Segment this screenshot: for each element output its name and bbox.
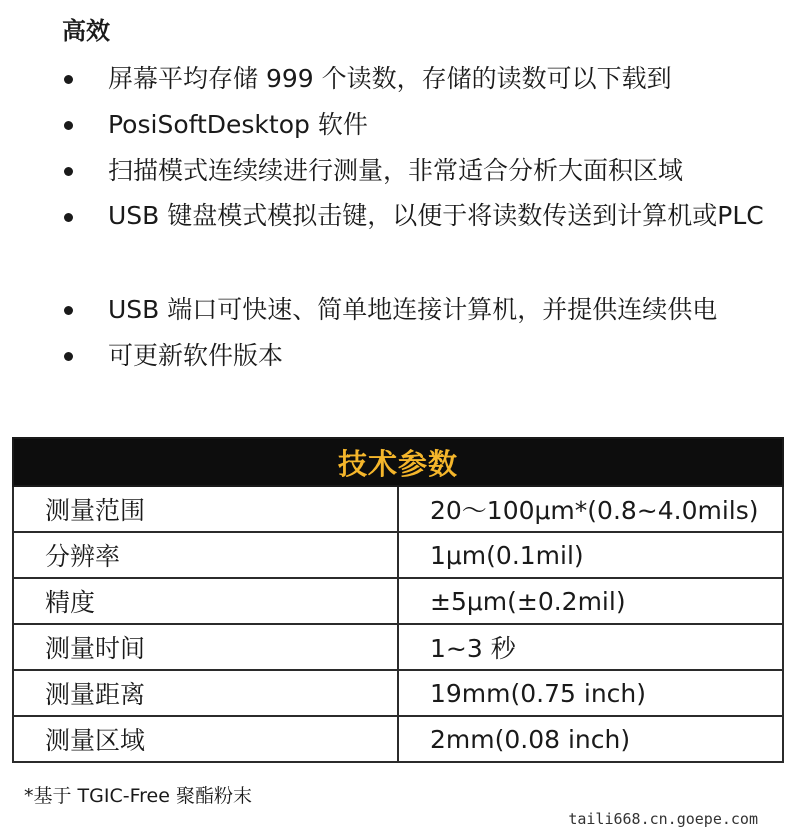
bullet-icon — [64, 121, 73, 130]
feature-text: PosiSoftDesktop 软件 — [108, 110, 368, 139]
feature-text: USB 端口可快速、简单地连接计算机，并提供连续供电 — [108, 295, 718, 324]
table-row — [13, 624, 783, 670]
feature-text: 扫描模式连续续进行测量，非常适合分析大面积区域 — [108, 156, 684, 185]
list-item — [0, 287, 790, 333]
feature-text: 可更新软件版本 — [108, 341, 284, 370]
table-row — [13, 532, 783, 578]
param-value: 20～100μm*(0.8~4.0mils) — [398, 486, 783, 532]
footnote: *基于 TGIC-Free 聚酯粉末 — [24, 785, 252, 807]
list-item — [0, 102, 790, 148]
feature-text: 屏幕平均存储 999 个读数，存储的读数可以下载到 — [108, 64, 672, 93]
list-item — [0, 148, 790, 194]
bullet-icon — [64, 352, 73, 361]
param-name: 分辨率 — [13, 532, 398, 578]
param-value: 1~3 秒 — [398, 624, 783, 670]
bullet-icon — [64, 306, 73, 315]
param-value: 1μm(0.1mil) — [398, 532, 783, 578]
bullet-icon — [64, 167, 73, 176]
table-row — [13, 486, 783, 532]
table-header-row — [13, 438, 783, 486]
spec-table — [12, 437, 784, 763]
feature-text: USB 键盘模式模拟击键，以便于将读数传送到计算机或PLC — [108, 201, 764, 230]
param-name: 精度 — [13, 578, 398, 624]
param-name: 测量时间 — [13, 624, 398, 670]
section-heading: 高效 — [62, 17, 110, 45]
site-credit: taili668.cn.goepe.com — [568, 810, 758, 828]
param-name: 测量范围 — [13, 486, 398, 532]
param-name: 测量距离 — [13, 670, 398, 716]
param-value: 19mm(0.75 inch) — [398, 670, 783, 716]
table-row — [13, 716, 783, 762]
list-item — [0, 333, 790, 379]
bullet-icon — [64, 75, 73, 84]
list-item — [0, 194, 790, 286]
param-value: ±5μm(±0.2mil) — [398, 578, 783, 624]
table-row — [13, 670, 783, 716]
param-value: 2mm(0.08 inch) — [398, 716, 783, 762]
list-item — [0, 56, 790, 102]
param-name: 测量区域 — [13, 716, 398, 762]
bullet-icon — [64, 213, 73, 222]
table-row — [13, 578, 783, 624]
table-title: 技术参数 — [13, 438, 783, 486]
